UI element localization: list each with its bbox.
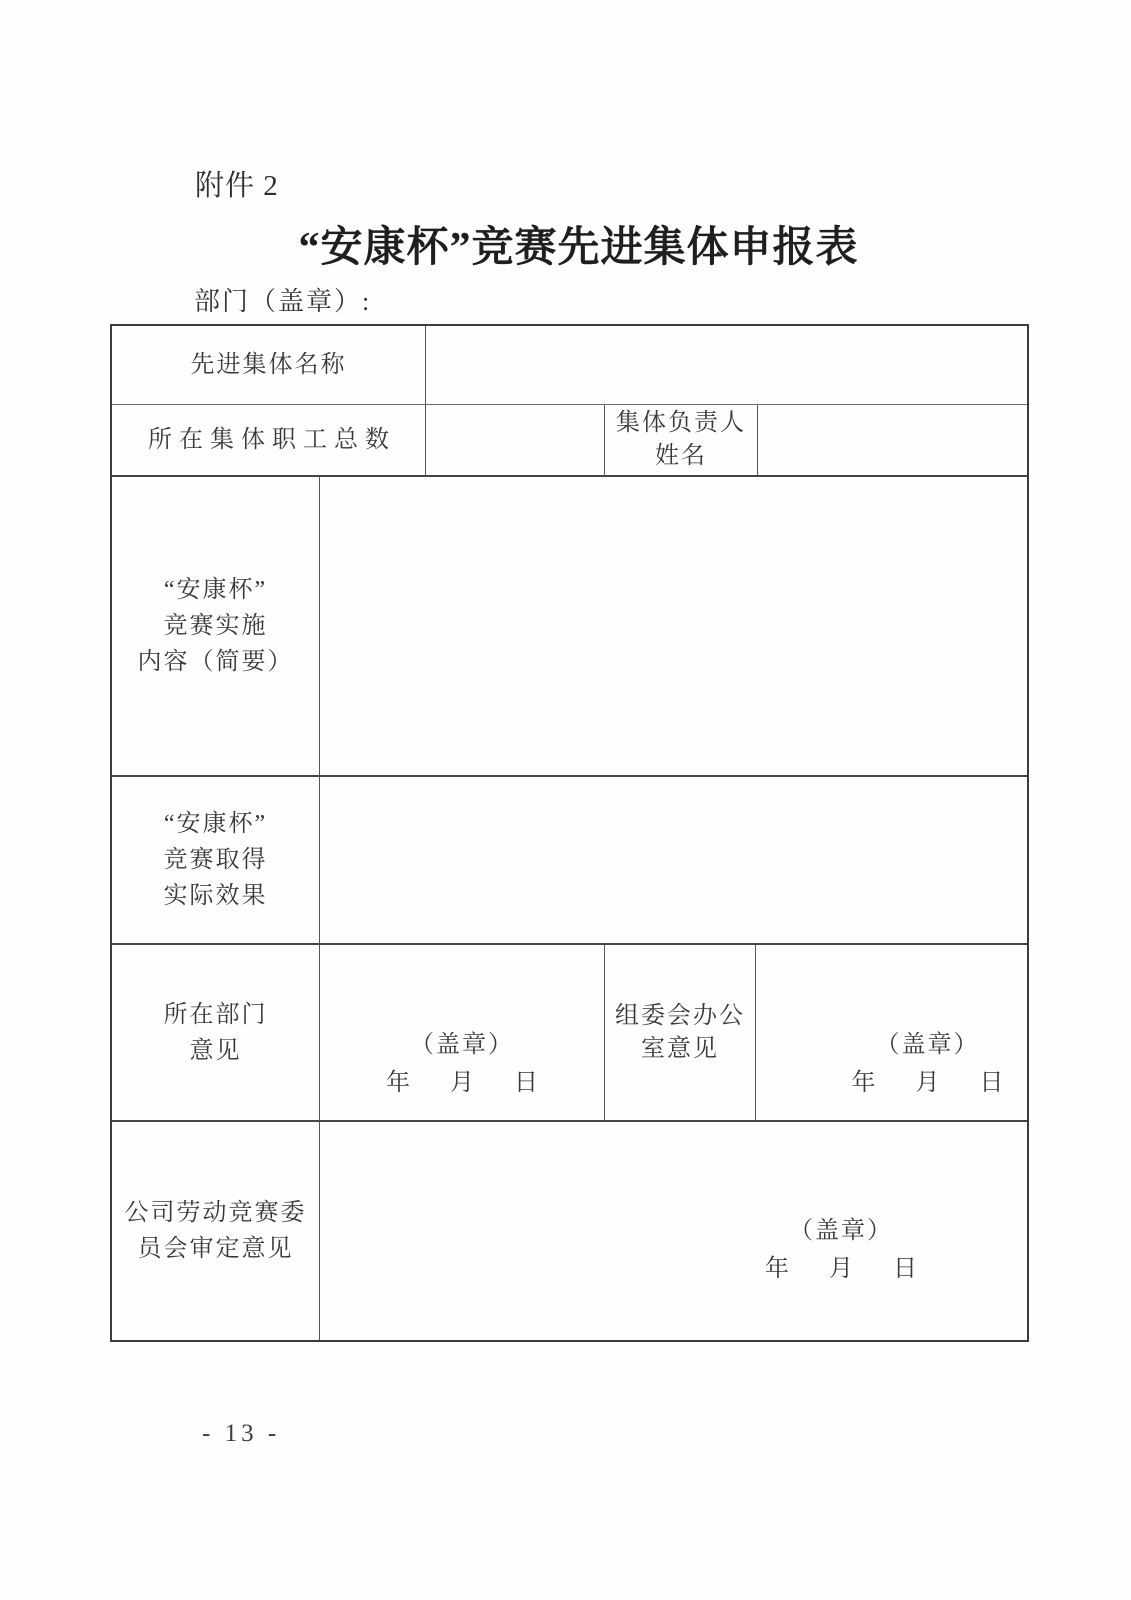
date-day: 日	[979, 1070, 1004, 1096]
department-opinion-label-line2: 意见	[189, 1037, 242, 1064]
results-field	[320, 777, 1027, 943]
row-implementation-content	[112, 477, 1027, 777]
implementation-field	[320, 477, 1027, 775]
department-opinion-stamp-area	[320, 945, 605, 1120]
committee-office-label-line2: 室意见	[641, 1035, 719, 1062]
row-actual-results	[112, 777, 1027, 945]
company-committee-field	[320, 1122, 1027, 1340]
company-committee-label-line2: 员会审定意见	[137, 1236, 294, 1262]
date-placeholder	[386, 1068, 538, 1098]
committee-office-stamp-area	[756, 945, 1027, 1120]
date-year: 年	[765, 1256, 789, 1282]
department-opinion-stamp	[386, 1030, 538, 1098]
advanced-name-field	[426, 326, 1027, 404]
date-year: 年	[851, 1070, 876, 1096]
leader-name-field	[758, 405, 1027, 475]
leader-name-label-line1: 集体负责人	[616, 410, 746, 436]
date-placeholder	[852, 1068, 1004, 1098]
advanced-name-label: 先进集体名称	[112, 326, 426, 404]
staff-total-label: 所在集体职工总数	[112, 405, 426, 475]
date-year: 年	[386, 1070, 410, 1096]
seal-placeholder: （盖章）	[789, 1218, 893, 1244]
results-label-line1: “安康杯”	[163, 811, 268, 837]
row-advanced-collective-name	[112, 326, 1027, 405]
implementation-label	[112, 477, 320, 775]
implementation-label-line3: 内容（简要）	[137, 649, 294, 675]
implementation-label-line2: 竞赛实施	[163, 613, 268, 639]
leader-name-label-line2: 姓名	[655, 443, 707, 469]
company-committee-stamp	[765, 1216, 917, 1284]
row-company-committee-opinion	[112, 1122, 1027, 1340]
results-label	[112, 777, 320, 943]
application-form-table	[110, 324, 1029, 1342]
department-seal-label: 部门（盖章）:	[194, 287, 372, 316]
row-opinions	[112, 945, 1027, 1122]
company-committee-label	[112, 1122, 320, 1340]
results-label-line3: 实际效果	[163, 883, 268, 909]
committee-office-stamp	[852, 1030, 1004, 1098]
page-number: - 13 -	[202, 1420, 281, 1447]
date-placeholder	[765, 1254, 917, 1284]
results-label-line2: 竞赛取得	[163, 847, 268, 873]
date-month: 月	[450, 1070, 474, 1096]
attachment-label: 附件 2	[195, 170, 279, 202]
implementation-label-line1: “安康杯”	[163, 577, 268, 603]
department-opinion-label	[112, 945, 320, 1120]
date-month: 月	[915, 1070, 940, 1096]
row-staff-total	[112, 405, 1027, 477]
department-opinion-label-line1: 所在部门	[163, 1001, 268, 1028]
seal-placeholder: （盖章）	[875, 1032, 980, 1058]
company-committee-label-line1: 公司劳动竞赛委	[124, 1200, 307, 1226]
leader-name-label	[605, 405, 758, 475]
date-day: 日	[514, 1070, 538, 1096]
date-day: 日	[893, 1256, 917, 1282]
committee-office-label-line1: 组委会办公	[615, 1002, 745, 1029]
committee-office-opinion-label	[605, 945, 756, 1120]
form-title: “安康杯”竞赛先进集体申报表	[298, 225, 859, 271]
date-month: 月	[829, 1256, 853, 1282]
staff-total-field	[426, 405, 605, 475]
seal-placeholder: （盖章）	[410, 1032, 514, 1058]
